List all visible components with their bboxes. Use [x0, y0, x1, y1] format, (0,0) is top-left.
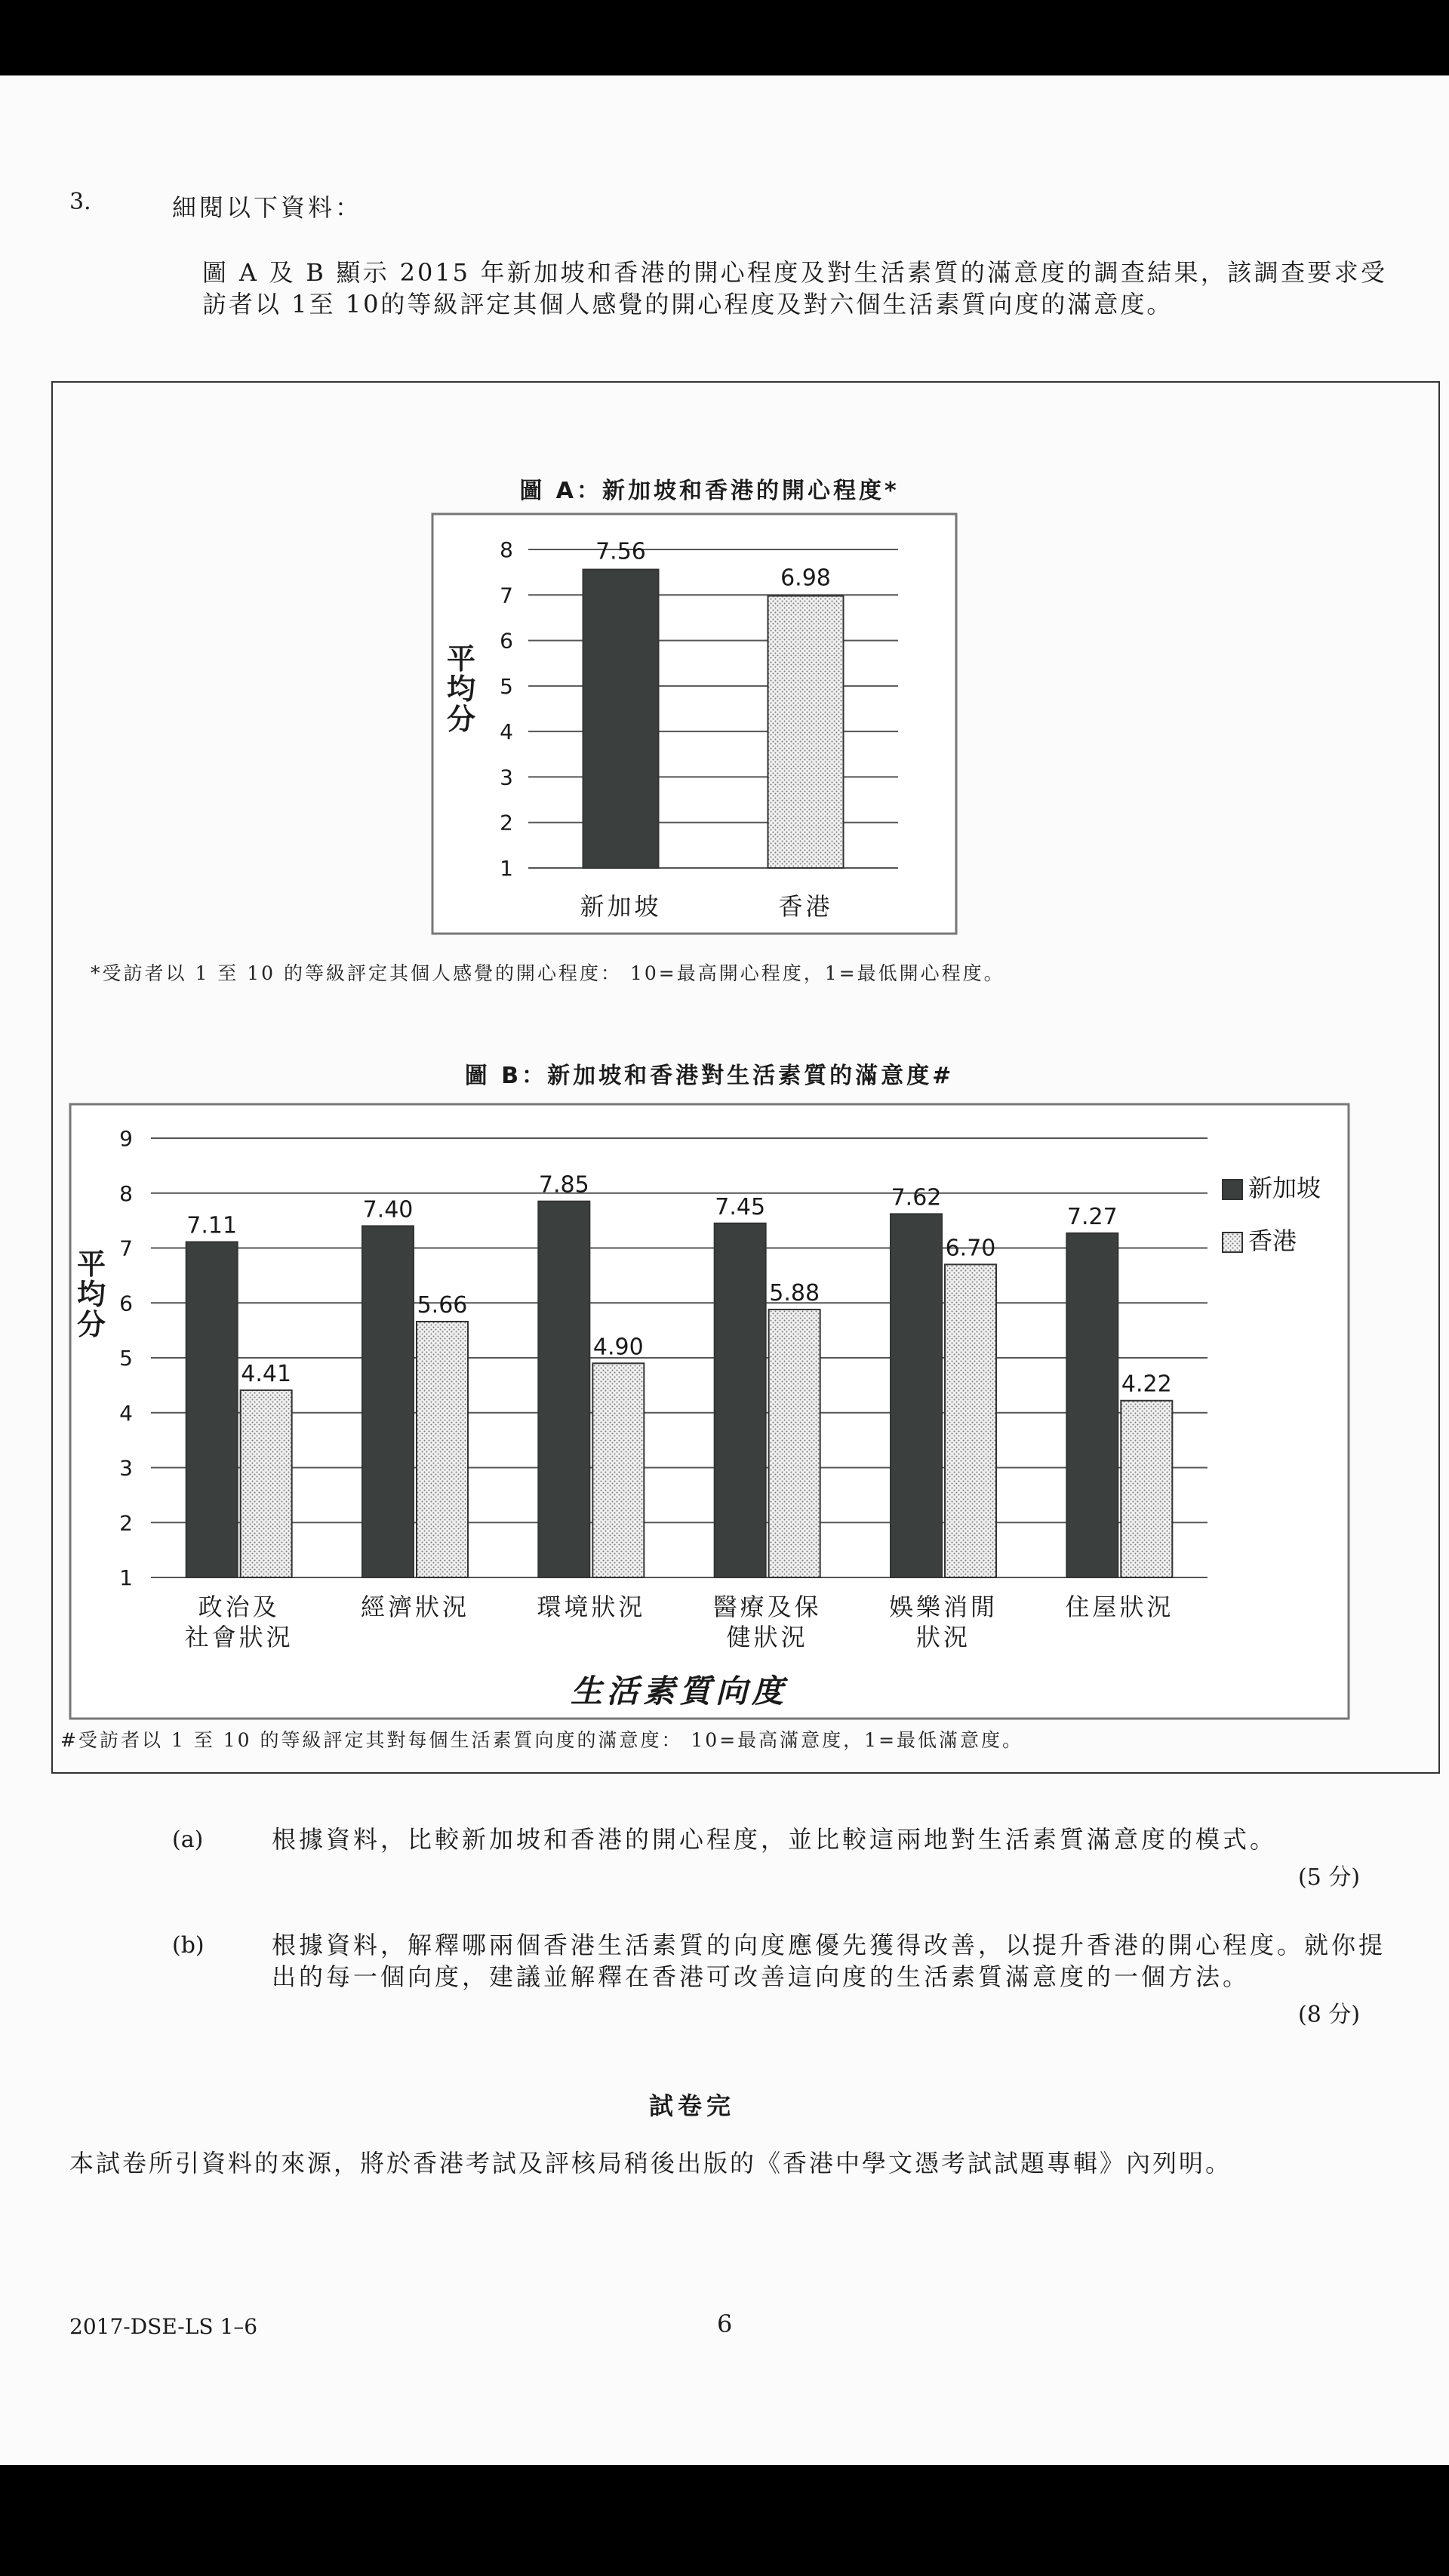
- figure-a-footnote: *受訪者以 1 至 10 的等級評定其個人感覺的開心程度： 10=最高開心程度，1=最低開心程度。: [91, 962, 1005, 984]
- y-tick-label: 8: [119, 1180, 133, 1206]
- bar-singapore: [715, 1223, 766, 1577]
- bar: [583, 570, 659, 868]
- end-of-paper: 試卷完: [649, 2091, 736, 2120]
- bar-singapore: [362, 1226, 414, 1577]
- bar-hongkong: [769, 1310, 820, 1577]
- question-heading: 細閱以下資料：: [172, 193, 363, 222]
- part-b-label: (b): [172, 1932, 205, 1959]
- bar: [768, 596, 844, 868]
- bar-hongkong: [1121, 1401, 1172, 1577]
- y-tick-label: 7: [500, 583, 513, 608]
- y-tick-label: 9: [119, 1126, 133, 1151]
- x-category-label: 狀況: [915, 1623, 971, 1651]
- bar-singapore: [186, 1242, 238, 1577]
- y-tick-label: 4: [119, 1400, 133, 1426]
- y-tick-label: 6: [500, 628, 513, 654]
- bar-hongkong: [417, 1322, 468, 1577]
- x-category-label: 經濟狀況: [360, 1593, 470, 1621]
- bar-hongkong: [241, 1390, 292, 1577]
- legend-label: 香港: [1248, 1226, 1297, 1255]
- y-axis-label: 分: [447, 703, 476, 736]
- question-intro: 圖 A 及 B 顯示 2015 年新加坡和香港的開心程度及對生活素質的滿意度的調查結果，該調查要求受訪者以 1至 10的等級評定其個人感覺的開心程度及對六個生活素質向度的滿意度。: [202, 258, 1387, 319]
- data-label: 4.22: [1121, 1371, 1172, 1398]
- y-axis-label: 均: [447, 672, 476, 706]
- legend-label: 新加坡: [1248, 1174, 1321, 1202]
- y-tick-label: 7: [119, 1236, 133, 1261]
- y-tick-label: 1: [119, 1565, 133, 1590]
- y-tick-label: 3: [500, 765, 513, 790]
- part-b-text: 根據資料，解釋哪兩個香港生活素質的向度應優先獲得改善，以提升香港的開心程度。就你提出的每一個向度，建議並解釋在香港可改善這向度的生活素質滿意度的一個方法。: [272, 1931, 1386, 1991]
- y-tick-label: 5: [119, 1346, 133, 1371]
- data-label: 5.88: [769, 1279, 820, 1306]
- paper-code: 2017-DSE-LS 1–6: [69, 2314, 258, 2339]
- x-category-label: 社會狀況: [184, 1623, 294, 1651]
- y-tick-label: 1: [500, 856, 513, 881]
- part-a-text: 根據資料，比較新加坡和香港的開心程度，並比較這兩地對生活素質滿意度的模式。: [272, 1825, 1278, 1854]
- data-label: 7.11: [186, 1212, 238, 1239]
- y-tick-label: 5: [500, 673, 513, 699]
- y-tick-label: 3: [119, 1455, 133, 1481]
- x-category-label: 健狀況: [726, 1623, 808, 1651]
- legend-swatch: [1223, 1180, 1242, 1199]
- figure-b-chart: [68, 1102, 1351, 1721]
- y-axis-label: 平: [77, 1248, 106, 1281]
- bar-hongkong: [945, 1264, 996, 1577]
- data-label: 7.27: [1066, 1203, 1118, 1230]
- data-label: 7.62: [891, 1184, 942, 1211]
- bar-singapore: [891, 1214, 942, 1577]
- question-number: 3.: [69, 189, 91, 215]
- x-category-label: 香港: [778, 892, 833, 921]
- source-note: 本試卷所引資料的來源，將於香港考試及評核局稍後出版的《香港中學文憑考試試題專輯》內列明。: [69, 2149, 1232, 2177]
- bar-singapore: [538, 1202, 589, 1577]
- data-label: 7.45: [715, 1193, 766, 1220]
- y-tick-label: 2: [119, 1510, 133, 1536]
- y-axis-label: 平: [447, 642, 476, 676]
- x-category-label: 新加坡: [580, 892, 662, 921]
- x-category-label: 政治及: [198, 1593, 280, 1621]
- data-label: 4.41: [241, 1360, 292, 1387]
- y-tick-label: 8: [500, 537, 513, 562]
- data-label: 7.85: [538, 1171, 589, 1199]
- part-b-marks: (8 分): [1298, 2002, 1361, 2028]
- bar-singapore: [1066, 1233, 1118, 1577]
- legend-swatch: [1223, 1233, 1242, 1252]
- part-a-label: (a): [172, 1827, 204, 1853]
- data-label: 6.70: [945, 1235, 996, 1262]
- bar-hongkong: [592, 1363, 644, 1577]
- data-label: 5.66: [417, 1291, 468, 1319]
- part-a-marks: (5 分): [1298, 1864, 1361, 1891]
- y-tick-label: 2: [500, 810, 513, 836]
- y-tick-label: 4: [500, 719, 513, 745]
- y-tick-label: 6: [119, 1291, 133, 1316]
- page-number: 6: [717, 2310, 733, 2338]
- data-label: 7.40: [362, 1196, 414, 1223]
- data-label: 6.98: [780, 565, 831, 592]
- figure-b-title: 圖 B：新加坡和香港對生活素質的滿意度#: [464, 1063, 955, 1089]
- figure-b-footnote: #受訪者以 1 至 10 的等級評定其對每個生活素質向度的滿意度： 10=最高滿意度，1=最低滿意度。: [60, 1729, 1024, 1751]
- y-axis-label: 均: [77, 1278, 106, 1311]
- data-label: 7.56: [595, 538, 646, 565]
- x-category-label: 娛樂消閒: [888, 1593, 998, 1621]
- x-category-label: 醫療及保: [712, 1593, 822, 1621]
- data-label: 4.90: [592, 1334, 644, 1361]
- y-axis-label: 分: [77, 1308, 106, 1341]
- x-category-label: 住屋狀況: [1065, 1593, 1174, 1621]
- figure-a-chart: [430, 512, 958, 936]
- figure-a-title: 圖 A：新加坡和香港的開心程度*: [519, 478, 900, 504]
- x-axis-label: 生活素質向度: [570, 1673, 789, 1710]
- x-category-label: 環境狀況: [537, 1593, 646, 1621]
